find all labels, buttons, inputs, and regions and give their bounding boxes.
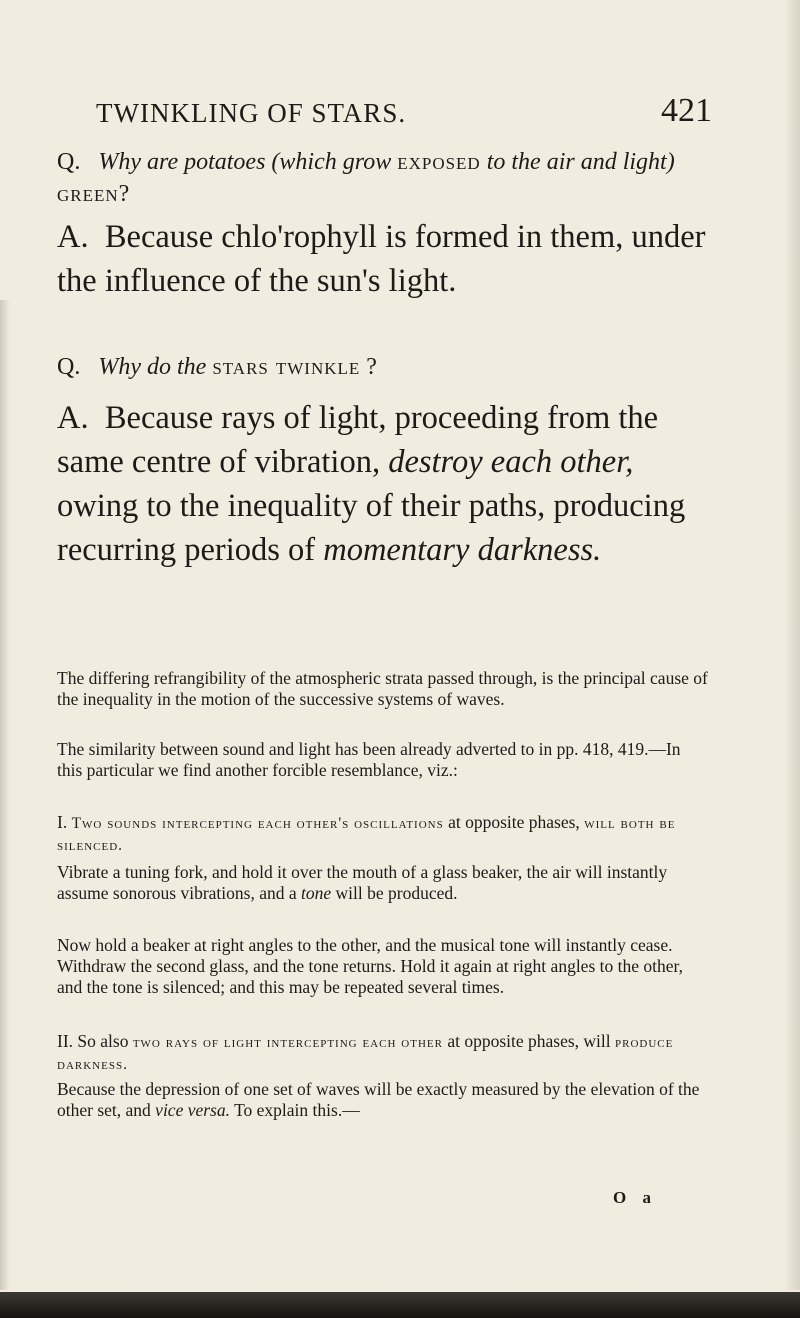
note-text: Because the depression of one set of waves will be exactly measured by the elevation of the other set, and — [57, 1079, 700, 1120]
question-label: Q. — [57, 149, 81, 175]
question-end: ? — [118, 181, 130, 207]
note-smallcaps: will both be silenced. — [57, 815, 676, 854]
answer-italic: destroy each other, — [388, 444, 634, 480]
answer-text: Because rays of light, proceeding from the same centre of vibration, — [57, 400, 659, 480]
note-paragraph-1 — [57, 668, 709, 710]
question-text: to the air and light) — [486, 149, 675, 175]
note-paragraph-6 — [57, 1031, 709, 1075]
note-paragraph-4 — [57, 862, 709, 904]
question-smallcaps: exposed — [397, 149, 481, 175]
note-smallcaps: Two sounds intercepting each other's oscillations — [71, 815, 444, 832]
question-label: Q. — [57, 354, 81, 380]
note-smallcaps: two rays of light intercepting each other — [132, 1034, 443, 1051]
note-numeral: I. — [57, 812, 68, 832]
page-edge — [786, 0, 800, 1290]
note-text: Vibrate a tuning fork, and hold it over the mouth of a glass beaker, the air will instantly assume sonorous vibrations, and a — [57, 862, 668, 903]
note-text: The differing refrangibility of the atmospheric strata passed through, is the principal cause of the inequality in the motion of the successive systems of waves. — [57, 668, 708, 709]
note-paragraph-3 — [57, 812, 709, 856]
question-1 — [57, 146, 707, 210]
note-paragraph-7 — [57, 1079, 709, 1121]
note-paragraph-2 — [57, 739, 709, 781]
answer-1 — [57, 215, 707, 303]
answer-text: owing to the inequality of their paths, producing recurring periods of — [57, 488, 686, 568]
question-text: Why do the — [98, 354, 207, 380]
question-smallcaps: green — [57, 181, 119, 207]
question-smallcaps: stars twinkle — [212, 354, 361, 380]
question-2 — [57, 351, 707, 383]
question-end: ? — [366, 354, 377, 380]
question-text: Why are potatoes (which grow — [98, 149, 392, 175]
note-paragraph-5 — [57, 935, 709, 998]
answer-text: Because chlo'rophyll is formed in them, under the influence of the sun's light. — [57, 219, 706, 299]
signature-mark: O a — [613, 1188, 657, 1207]
page-gutter-shadow — [0, 300, 10, 1290]
answer-label: A. — [57, 219, 89, 255]
note-numeral: II. So also — [57, 1031, 129, 1051]
answer-2 — [57, 396, 707, 572]
note-text: To explain this.— — [234, 1100, 360, 1120]
running-head — [96, 92, 716, 132]
note-italic: tone — [301, 883, 332, 903]
note-text: The similarity between sound and light has been already adverted to in pp. 418, 419.—In this particular we find another forcible resemblance, viz.: — [57, 739, 681, 780]
note-text: at opposite phases, — [448, 812, 580, 832]
running-head-title: TWINKLING OF STARS. — [96, 98, 407, 128]
note-text: will be produced. — [335, 883, 458, 903]
answer-label: A. — [57, 400, 89, 436]
note-text: Now hold a beaker at right angles to the other, and the musical tone will instantly cease. Withdraw the second glass, and the tone returns. Hold it again at right angles to the other, and the tone is silenced; and this may be repeated several times. — [57, 935, 684, 997]
note-smallcaps: produce darkness. — [57, 1034, 674, 1073]
page-bottom-edge — [0, 1292, 800, 1318]
answer-italic: momentary darkness. — [323, 532, 602, 568]
note-italic: vice versa. — [155, 1100, 230, 1120]
note-text: at opposite phases, will — [447, 1031, 611, 1051]
page-number: 421 — [661, 92, 712, 129]
